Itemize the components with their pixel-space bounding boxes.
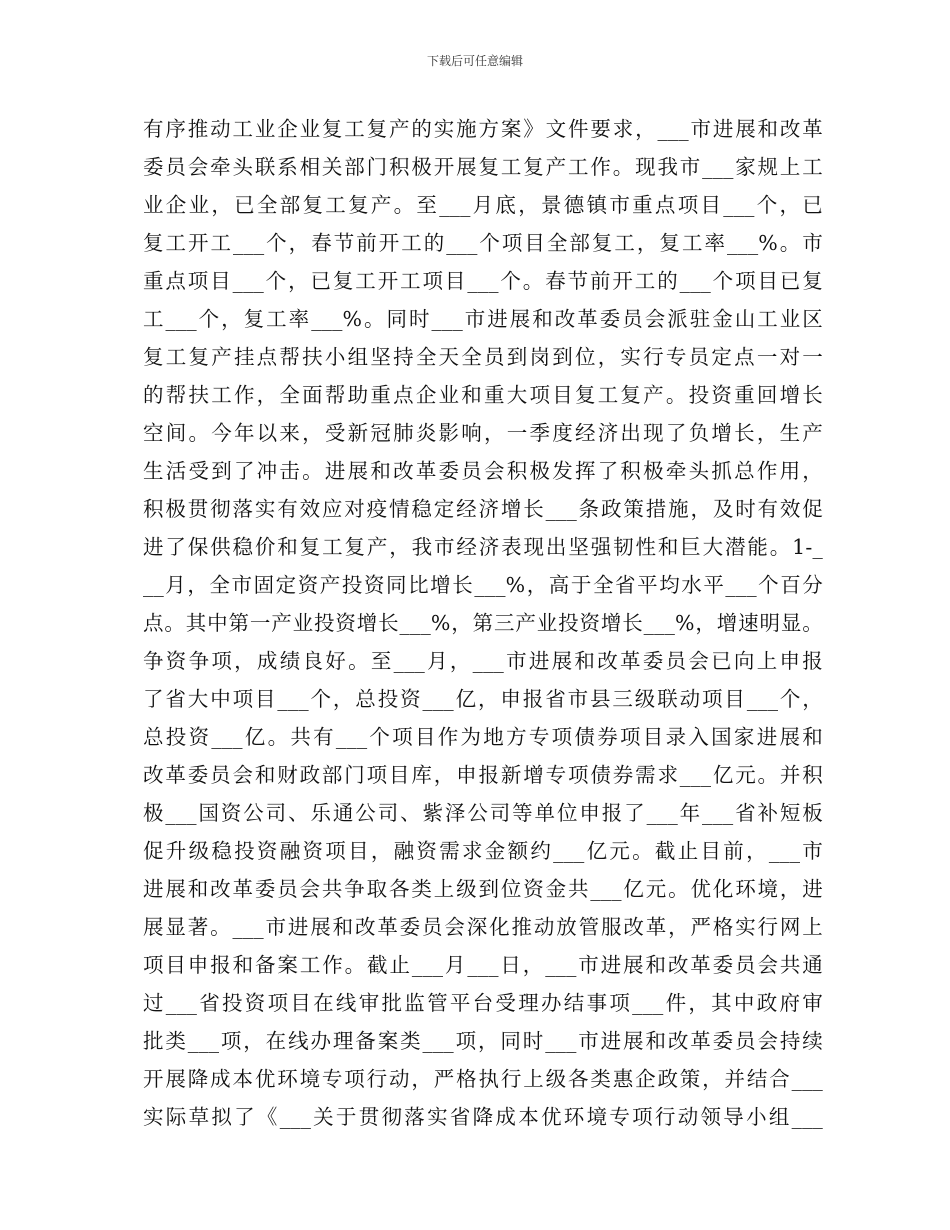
text-line: __月，全市固定资产投资同比增长___%，高于全省平均水平___个百分 xyxy=(143,573,823,597)
text-line: 了省大中项目___个，总投资___亿，申报省市县三级联动项目___个， xyxy=(143,687,823,711)
text-line: 重点项目___个，已复工开工项目___个。春节前开工的___个项目已复 xyxy=(143,269,823,293)
text-line: 展显著。___市进展和改革委员会深化推动放管服改革，严格实行网上 xyxy=(143,915,823,939)
text-line: 积极贯彻落实有效应对疫情稳定经济增长___条政策措施，及时有效促 xyxy=(143,497,823,521)
text-line: 有序推动工业企业复工复产的实施方案》文件要求，___市进展和改革 xyxy=(143,117,823,141)
body-text xyxy=(143,110,823,1136)
text-line: 复工复产挂点帮扶小组坚持全天全员到岗到位，实行专员定点一对一 xyxy=(143,345,823,369)
text-line: 业企业，已全部复工复产。至___月底，景德镇市重点项目___个，已 xyxy=(143,193,823,217)
text-line: 改革委员会和财政部门项目库，申报新增专项债券需求___亿元。并积 xyxy=(143,763,823,787)
text-line: 工___个，复工率___%。同时___市进展和改革委员会派驻金山工业区 xyxy=(143,307,823,331)
text-line: 促升级稳投资融资项目，融资需求金额约___亿元。截止目前，___市 xyxy=(143,839,823,863)
text-line: 开展降成本优环境专项行动，严格执行上级各类惠企政策，并结合___ xyxy=(143,1067,823,1091)
text-line: 批类___项，在线办理备案类___项，同时___市进展和改革委员会持续 xyxy=(143,1029,823,1053)
text-line: 总投资___亿。共有___个项目作为地方专项债券项目录入国家进展和 xyxy=(143,725,823,749)
text-line: 项目申报和备案工作。截止___月___日，___市进展和改革委员会共通 xyxy=(143,953,823,977)
text-line: 点。其中第一产业投资增长___%，第三产业投资增长___%，增速明显。 xyxy=(143,611,823,635)
text-line: 实际草拟了《___关于贯彻落实省降成本优环境专项行动领导小组___ xyxy=(143,1105,823,1129)
text-line: 的帮扶工作，全面帮助重点企业和重大项目复工复产。投资重回增长 xyxy=(143,383,823,407)
text-line: 进展和改革委员会共争取各类上级到位资金共___亿元。优化环境，进 xyxy=(143,877,823,901)
text-line: 极___国资公司、乐通公司、紫泽公司等单位申报了___年___省补短板 xyxy=(143,801,823,825)
text-line: 争资争项，成绩良好。至___月，___市进展和改革委员会已向上申报 xyxy=(143,649,823,673)
text-line: 委员会牵头联系相关部门积极开展复工复产工作。现我市___家规上工 xyxy=(143,155,823,179)
text-line: 空间。今年以来，受新冠肺炎影响，一季度经济出现了负增长，生产 xyxy=(143,421,823,445)
text-line: 复工开工___个，春节前开工的___个项目全部复工，复工率___%。市 xyxy=(143,231,823,255)
text-line: 生活受到了冲击。进展和改革委员会积极发挥了积极牵头抓总作用， xyxy=(143,459,823,483)
page-header: 下载后可任意编辑 xyxy=(426,54,523,68)
text-line: 过___省投资项目在线审批监管平台受理办结事项___件，其中政府审 xyxy=(143,991,823,1015)
text-line: 进了保供稳价和复工复产，我市经济表现出坚强韧性和巨大潜能。1-_ xyxy=(143,535,823,559)
